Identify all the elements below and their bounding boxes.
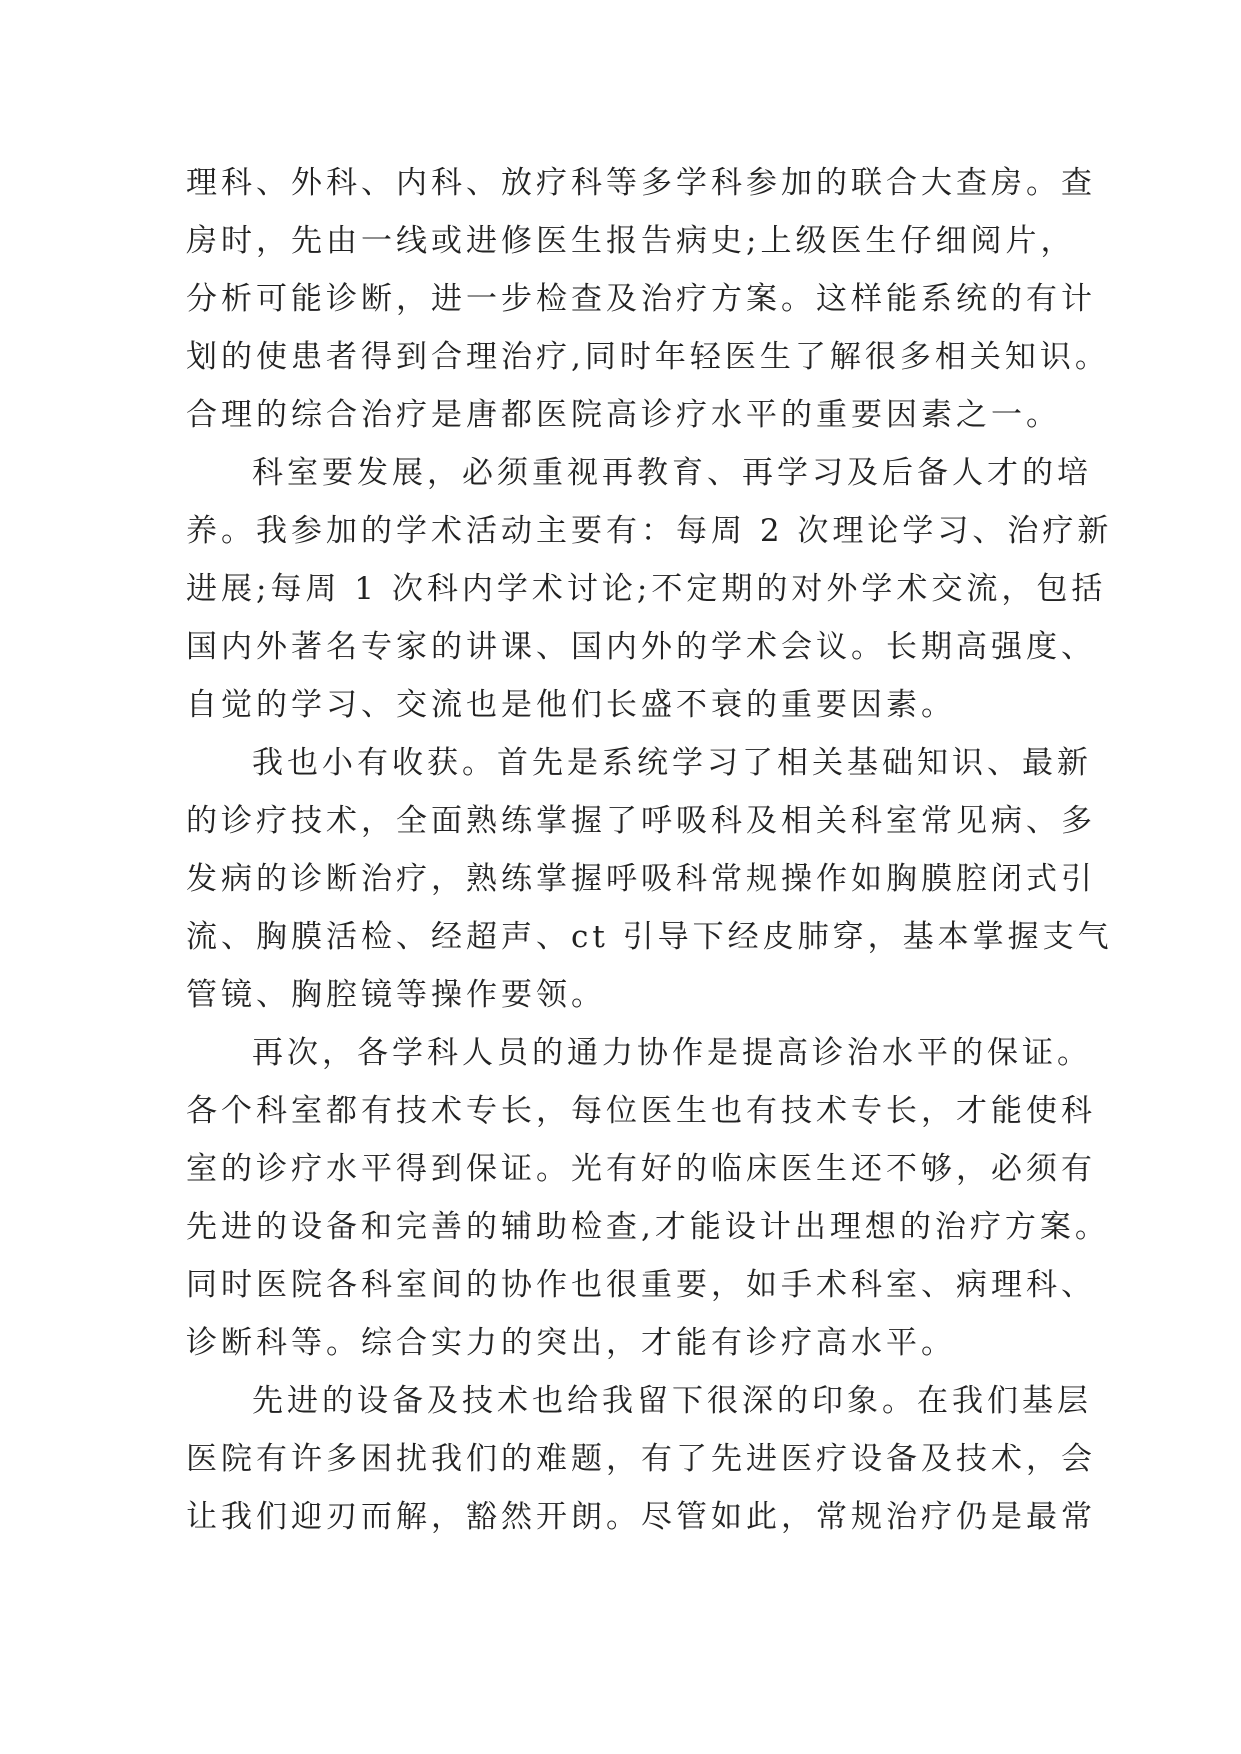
text-line: 合理的综合治疗是唐都医院高诊疗水平的重要因素之一。 (186, 397, 1061, 433)
paragraph-first-line: 科室要发展，必须重视再教育、再学习及后备人才的培 (252, 455, 1092, 491)
text-line: 各个科室都有技术专长，每位医生也有技术专长，才能使科 (186, 1093, 1096, 1129)
text-line: 让我们迎刃而解，豁然开朗。尽管如此，常规治疗仍是最常 (186, 1499, 1096, 1535)
text-line: 的诊疗技术，全面熟练掌握了呼吸科及相关科室常见病、多 (186, 803, 1096, 839)
text-line: 医院有许多困扰我们的难题，有了先进医疗设备及技术，会 (186, 1441, 1096, 1477)
text-line: 自觉的学习、交流也是他们长盛不衰的重要因素。 (186, 687, 956, 723)
text-line: 先进的设备和完善的辅助检查,才能设计出理想的治疗方案。 (186, 1209, 1110, 1245)
text-line: 国内外著名专家的讲课、国内外的学术会议。长期高强度、 (186, 629, 1096, 665)
text-line: 养。我参加的学术活动主要有：每周 2 次理论学习、治疗新 (186, 513, 1113, 549)
text-line: 同时医院各科室间的协作也很重要，如手术科室、病理科、 (186, 1267, 1096, 1303)
text-line: 划的使患者得到合理治疗,同时年轻医生了解很多相关知识。 (186, 339, 1110, 375)
paragraph-first-line: 我也小有收获。首先是系统学习了相关基础知识、最新 (252, 745, 1092, 781)
text-line: 管镜、胸腔镜等操作要领。 (186, 977, 606, 1013)
text-line: 分析可能诊断，进一步检查及治疗方案。这样能系统的有计 (186, 281, 1096, 317)
text-line: 发病的诊断治疗，熟练掌握呼吸科常规操作如胸膜腔闭式引 (186, 861, 1096, 897)
document-body (186, 154, 1113, 1546)
text-line: 室的诊疗水平得到保证。光有好的临床医生还不够，必须有 (186, 1151, 1096, 1187)
text-line: 诊断科等。综合实力的突出，才能有诊疗高水平。 (186, 1325, 956, 1361)
text-line: 理科、外科、内科、放疗科等多学科参加的联合大查房。查 (186, 165, 1096, 201)
paragraph-first-line: 先进的设备及技术也给我留下很深的印象。在我们基层 (252, 1383, 1092, 1419)
text-line: 进展;每周 1 次科内学术讨论;不定期的对外学术交流，包括 (186, 571, 1107, 607)
paragraph-first-line: 再次，各学科人员的通力协作是提高诊治水平的保证。 (252, 1035, 1092, 1071)
text-line: 流、胸膜活检、经超声、ct 引导下经皮肺穿，基本掌握支气 (186, 919, 1113, 955)
text-line: 房时，先由一线或进修医生报告病史;上级医生仔细阅片， (186, 223, 1076, 259)
